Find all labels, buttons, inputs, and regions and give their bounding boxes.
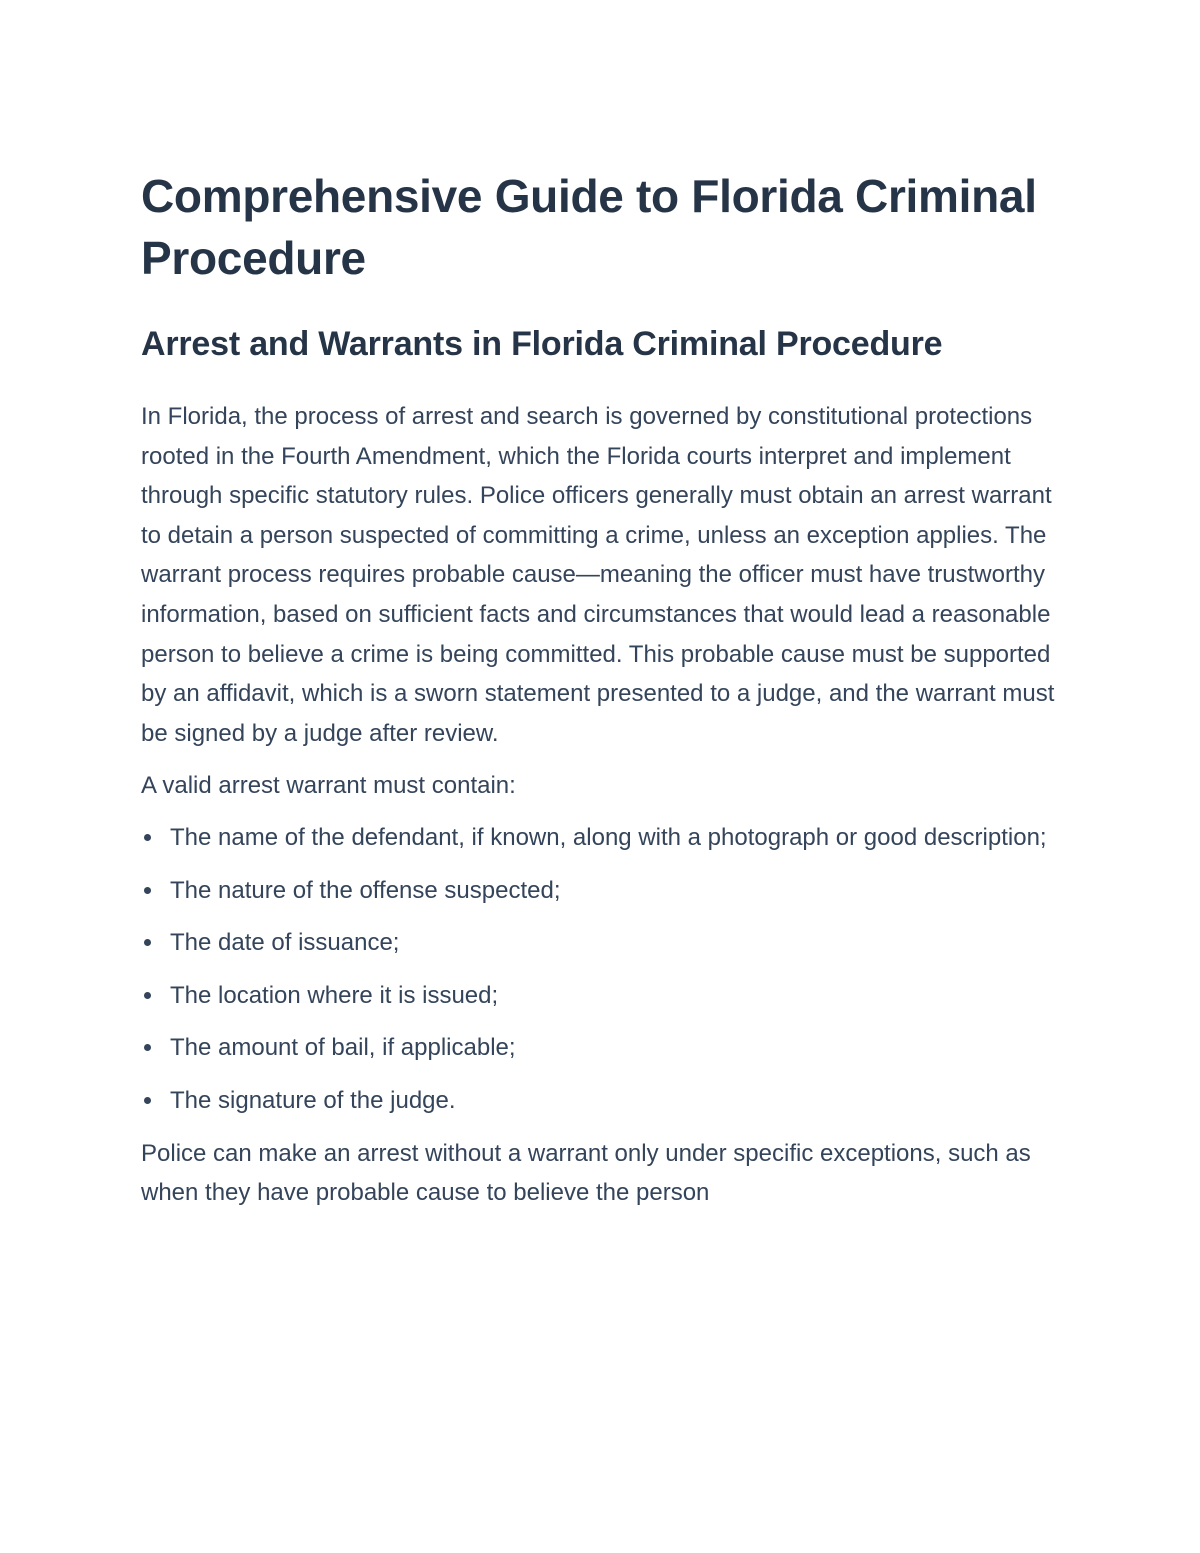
list-item [141,923,1071,963]
section-heading: Arrest and Warrants in Florida Criminal Procedure [141,325,943,363]
list-item-text: The date of issuance; [170,929,400,957]
intro-paragraph: In Florida, the process of arrest and search is governed by constitutional protections rooted in the Fourth Amendment, which the Florida courts interpret and implement through specific statutory rules. Police officers generally must obtain an arrest warrant to detain a person suspected of committing a crime, unless an exception applies. The warrant process requires probable cause—meaning the officer must have trustworthy information, based on sufficient facts and circumstances that would lead a reasonable person to believe a crime is being committed. This probable cause must be supported by an affidavit, which is a sworn statement presented to a judge, and the warrant must be signed by a judge after review. [141,403,1055,747]
list-lead-paragraph: A valid arrest warrant must contain: [141,772,516,800]
warrant-requirements-list [141,818,1071,1121]
list-item [141,976,1071,1016]
bullet-icon [144,1044,151,1051]
list-item-text: The amount of bail, if applicable; [170,1034,516,1062]
list-item-text: The signature of the judge. [170,1086,456,1114]
list-item-text: The name of the defendant, if known, along with a photograph or good description; [170,823,1047,851]
document-title: Comprehensive Guide to Florida Criminal Procedure [141,170,1037,284]
list-item-text: The nature of the offense suspected; [170,876,561,904]
list-item [141,1028,1071,1068]
bullet-icon [144,1097,151,1104]
list-item [141,871,1071,911]
closing-paragraph: Police can make an arrest without a warrant only under specific exceptions, such as when they have probable cause to believe the person [141,1139,1031,1207]
list-item [141,1081,1071,1121]
list-item [141,818,1071,858]
bullet-icon [144,887,151,894]
bullet-icon [144,939,151,946]
bullet-icon [144,834,151,841]
list-item-text: The location where it is issued; [170,981,499,1009]
document-page [141,165,1071,1213]
bullet-icon [144,992,151,999]
